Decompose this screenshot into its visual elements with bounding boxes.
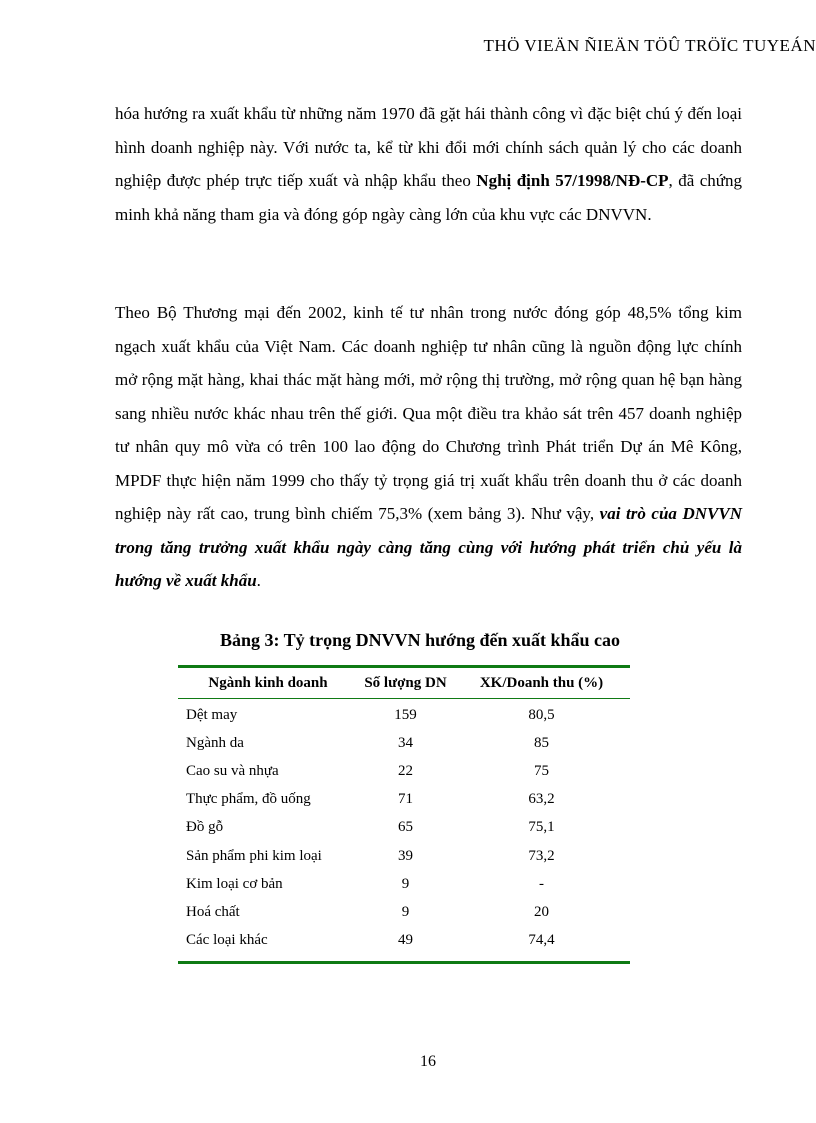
table-row xyxy=(178,927,630,955)
table-row xyxy=(178,898,630,926)
paragraph-1-text-b: , đã chứng minh khả năng tham gia và đóng góp ngày càng lớn của khu vực các DNVVN. xyxy=(115,171,742,224)
table-header-cell: XK/Doanh thu (%) xyxy=(479,674,604,691)
table-cell: Sản phẩm phi kim loại xyxy=(186,847,322,864)
table-header-cell: Ngành kinh doanh xyxy=(208,674,328,691)
table-cell: 85 xyxy=(534,734,549,751)
table-cell: 9 xyxy=(401,875,410,892)
table-header-cell: Số lượng DN xyxy=(364,674,447,691)
paragraph-2 xyxy=(115,296,742,598)
table-cell: 71 xyxy=(398,791,413,808)
table-cell: 75 xyxy=(534,762,549,779)
paragraph-2-text-a: Theo Bộ Thương mại đến 2002, kinh tế tư nhân trong nước đóng góp 48,5% tổng kim ngạch xuất khẩu của Việt Nam. Các doanh nghiệp tư nhân cũng là nguồn động lực chính mở rộng mặt hàng, khai thác mặt hàng mới, mở rộng thị trường, mở rộng quan hệ bạn hàng sang nhiều nước khác nhau trên thế giới. Qua một điều tra khảo sát trên 457 doanh nghiệp tư nhân quy mô vừa có trên 100 lao động do Chương trình Phát triển Dự án Mê Kông, MPDF thực hiện năm 1999 cho thấy tỷ trọng giá trị xuất khẩu trên doanh thu ở các doanh nghiệp này rất cao, trung bình chiếm 75,3% (xem bảng 3). Như vậy, xyxy=(115,303,742,523)
table-cell: Đồ gỗ xyxy=(186,819,224,836)
table-row xyxy=(178,757,630,785)
table-row xyxy=(178,786,630,814)
paragraph-1-text-a: hóa hướng ra xuất khẩu từ những năm 1970 đã gặt hái thành công vì đặc biệt chú ý đến loại hình doanh nghiệp này. Với nước ta, kể từ khi đổi mới chính sách quản lý cho các doanh nghiệp được phép trực tiếp xuất và nhập khẩu theo xyxy=(115,104,742,190)
table-cell: 34 xyxy=(398,734,413,751)
table-cell: Thực phẩm, đồ uống xyxy=(186,791,311,808)
table-cell: 39 xyxy=(398,847,413,864)
table-cell: - xyxy=(539,875,544,892)
paragraph-2-text-b: . xyxy=(256,571,261,590)
page-header: THÖ VIEÄN ÑIEÄN TÖÛ TRÖÏC TUYEÁN xyxy=(483,36,816,55)
table-row xyxy=(178,701,630,729)
table-row xyxy=(178,842,630,870)
data-table xyxy=(178,665,630,964)
table-cell: 65 xyxy=(398,819,413,836)
paragraph-2-emphasis: vai trò của DNVVN trong tăng trưởng xuất khẩu ngày càng tăng cùng với hướng phát triển chủ yếu là hướng về xuất khẩu xyxy=(115,504,742,590)
table-cell: 20 xyxy=(534,903,549,920)
table-cell: 159 xyxy=(394,706,417,723)
decree-reference: Nghị định 57/1998/NĐ-CP xyxy=(476,171,669,190)
table-title: Bảng 3: Tỷ trọng DNVVN hướng đến xuất khẩu cao xyxy=(219,630,620,650)
table-row xyxy=(178,814,630,842)
table-cell: 63,2 xyxy=(528,791,555,808)
table-cell: 75,1 xyxy=(528,819,555,836)
table-cell: 80,5 xyxy=(528,706,555,723)
table-cell: Hoá chất xyxy=(186,903,240,920)
table-cell: 49 xyxy=(398,932,413,949)
table-cell: Kim loại cơ bản xyxy=(186,875,283,892)
paragraph-1 xyxy=(115,97,742,231)
table-cell: 22 xyxy=(398,762,413,779)
table-cell: Cao su và nhựa xyxy=(186,762,279,779)
table-cell: Dệt may xyxy=(186,706,238,723)
table-cell: 74,4 xyxy=(528,932,555,949)
table-header-row xyxy=(178,668,630,699)
table-cell: Ngành da xyxy=(186,734,244,751)
page-number: 16 xyxy=(420,1053,436,1070)
table-body xyxy=(178,699,630,961)
table-cell: Các loại khác xyxy=(186,932,268,949)
table-cell: 73,2 xyxy=(528,847,555,864)
table-row xyxy=(178,870,630,898)
table-cell: 9 xyxy=(401,903,410,920)
table-row xyxy=(178,729,630,757)
